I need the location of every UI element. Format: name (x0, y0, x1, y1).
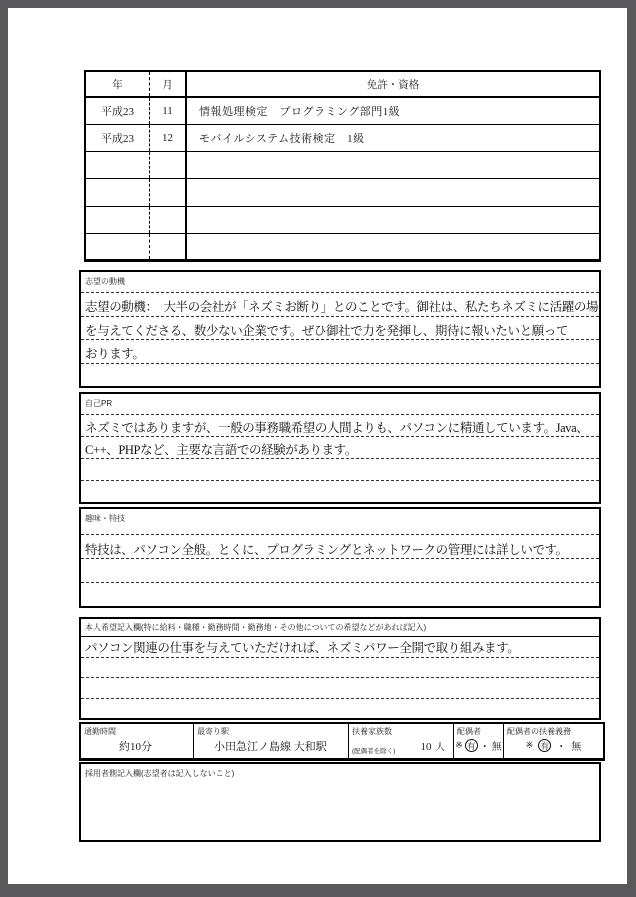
table-header-row (85, 71, 600, 97)
personal-info-strip (79, 722, 605, 761)
cell-license (186, 206, 600, 233)
entry-line: 志望の動機： 大半の会社が「ネズミお断り」とのことです。御社は、私たちネズミに活躍の場 (81, 293, 599, 317)
cell-license: モバイルシステム技術検定 1級 (199, 132, 365, 145)
cell-year (85, 179, 150, 206)
spouse-no: 無 (491, 742, 502, 753)
entry-line: おります。 (81, 340, 599, 364)
hobbies-label: 趣味・特技 (81, 509, 599, 535)
spouse-support-label: 配偶者の扶養義務 (507, 727, 571, 736)
recruiter-entry-label: 採用者側記入欄(志望者は記入しないこと) (85, 769, 235, 778)
spouse-support-choice (504, 737, 603, 753)
cell-month (150, 152, 187, 179)
nearest-station-cell (194, 724, 349, 758)
col-header-year: 年 (85, 71, 150, 97)
qualifications-rows (85, 97, 600, 261)
cell-month: 11 (150, 97, 187, 124)
self-pr-lines (81, 415, 599, 502)
cell-year: 平成23 (85, 124, 150, 151)
cell-license (186, 179, 600, 206)
choice-separator: ・ (556, 742, 567, 753)
reference-mark: ※ (525, 740, 534, 750)
hobbies-lines (81, 535, 599, 606)
spouse-choice (454, 737, 503, 753)
spouse-support-yes-circled: 有 (538, 739, 551, 752)
cell-year: 平成23 (85, 97, 150, 124)
personal-requests-label: 本人希望記入欄(特に給料・職種・勤務時間・勤務地・その他についての希望などがあれば記入) (81, 619, 599, 637)
cell-month (150, 179, 187, 206)
dependents-value-row (349, 737, 453, 757)
commute-time-label: 通勤時間 (84, 727, 116, 736)
spouse-cell (454, 724, 504, 758)
table-row (85, 124, 600, 151)
entry-line: C++、PHPなど、主要な言語での経験があります。 (81, 437, 599, 459)
table-row (85, 206, 600, 233)
nearest-station-value: 小田急江ノ島線 大和駅 (214, 741, 327, 753)
cell-license (186, 152, 600, 179)
motivation-label: 志望の動機 (81, 272, 599, 293)
cell-month (150, 206, 187, 233)
table-row (85, 152, 600, 179)
cell-year (85, 206, 150, 233)
motivation-section (79, 270, 601, 388)
reference-mark: ※ (455, 740, 463, 750)
table-row (85, 97, 600, 124)
commute-time-value: 約10分 (119, 741, 152, 753)
table-row (85, 233, 600, 260)
entry-line (81, 583, 599, 606)
entry-line (81, 658, 599, 679)
col-header-license: 免許・資格 (366, 79, 420, 91)
entry-line: パソコン関連の仕事を与えていただければ、ネズミパワー全開で取り組みます。 (81, 637, 599, 658)
entry-line: ネズミではありますが、一般の事務職希望の人間よりも、パソコンに精通しています。Java、 (81, 415, 599, 437)
entry-line (81, 481, 599, 502)
dependents-note: (配偶者を除く) (352, 748, 396, 755)
spouse-support-no: 無 (571, 742, 582, 753)
spouse-yes-circled: 有 (465, 739, 478, 752)
cell-year (85, 152, 150, 179)
entry-line: を与えてくださる、数少ない企業です。ぜひ御社で力を発揮し、期待に報いたいと願って (81, 317, 599, 341)
entry-line (81, 459, 599, 481)
motivation-lines (81, 293, 599, 386)
table-row (85, 179, 600, 206)
dependents-cell (349, 724, 454, 758)
self-pr-section (79, 392, 601, 504)
entry-line (81, 699, 599, 719)
nearest-station-label: 最寄り駅 (197, 727, 229, 736)
cell-month: 12 (150, 124, 187, 151)
cell-license: 情報処理検定 プログラミング部門1級 (199, 105, 401, 118)
entry-line (81, 678, 599, 699)
cell-year (85, 233, 150, 260)
spouse-label: 配偶者 (457, 727, 481, 736)
choice-separator: ・ (479, 742, 490, 753)
personal-requests-section (79, 617, 601, 720)
qualifications-table (84, 70, 601, 262)
entry-line (81, 364, 599, 387)
hobbies-section (79, 507, 601, 608)
spouse-support-cell (504, 724, 603, 758)
cell-license (186, 233, 600, 260)
entry-line (81, 559, 599, 583)
resume-page (8, 8, 627, 884)
col-header-month: 月 (150, 71, 187, 97)
dependents-count: 10 人 (420, 741, 445, 753)
personal-requests-lines (81, 637, 599, 718)
recruiter-entry-section (79, 762, 601, 842)
cell-month (150, 233, 187, 260)
entry-line: 特技は、パソコン全般。とくに、プログラミングとネットワークの管理には詳しいです。 (81, 535, 599, 559)
self-pr-label: 自己PR (81, 394, 599, 415)
commute-time-cell (81, 724, 194, 758)
dependents-label: 扶養家族数 (352, 727, 392, 736)
